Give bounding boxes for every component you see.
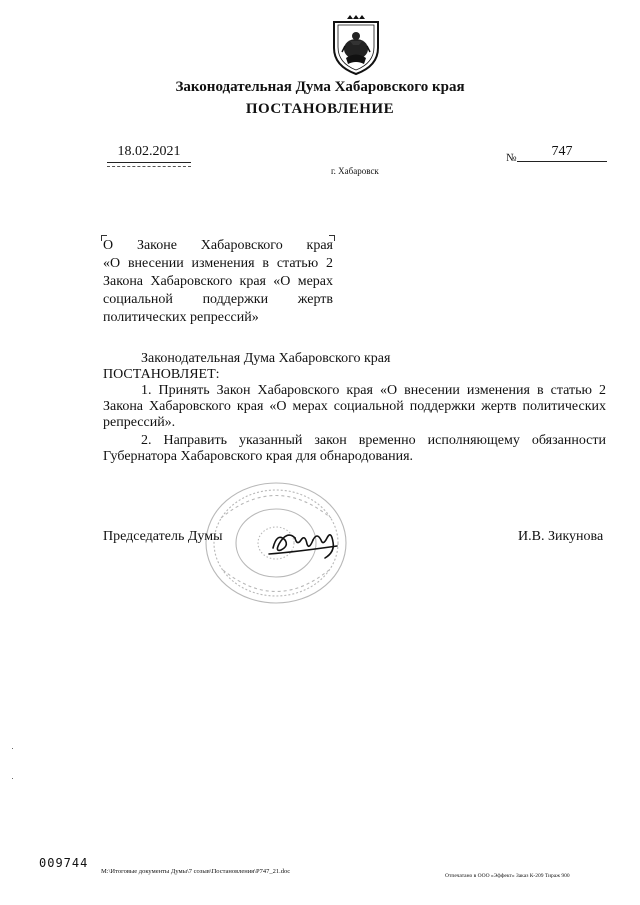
document-number: 747 bbox=[551, 144, 573, 159]
subject-line: политических репрессий» bbox=[103, 310, 259, 325]
subject-line: «О внесении изменения в статью 2 bbox=[103, 256, 333, 271]
document-type: ПОСТАНОВЛЕНИЕ bbox=[245, 101, 395, 117]
decree-item-1: 1. Принять Закон Хабаровского края «О внесении изменения в статью 2 Закона Хабаровского края «О мерах социальной поддержки жертв политических репрессий». bbox=[103, 383, 606, 430]
file-path: М:\Итоговые документы Думы\7 созыв\Постановления\P747_21.doc bbox=[101, 868, 291, 875]
document-index: 009744 bbox=[39, 856, 89, 870]
document-date: 18.02.2021 bbox=[117, 144, 181, 159]
subject-line: социальной поддержки жертв bbox=[103, 292, 333, 307]
number-label: № bbox=[506, 152, 517, 164]
date-underline bbox=[107, 162, 191, 163]
chairman-name: И.В. Зикунова bbox=[518, 529, 604, 544]
preamble: Законодательная Дума Хабаровского края bbox=[141, 351, 391, 366]
subject-line: О Законе Хабаровского края bbox=[103, 238, 333, 253]
subject-line: Закона Хабаровского края «О мерах bbox=[103, 274, 333, 289]
handwritten-signature-icon bbox=[265, 518, 343, 564]
organization-title: Законодательная Дума Хабаровского края bbox=[175, 79, 465, 95]
city-label: г. Хабаровск bbox=[331, 166, 379, 176]
scan-speck bbox=[12, 778, 13, 779]
subject-block bbox=[103, 237, 333, 327]
date-underline-dashed bbox=[107, 166, 191, 167]
chairman-title: Председатель Думы bbox=[103, 529, 223, 544]
scan-speck bbox=[12, 748, 13, 749]
coat-of-arms-icon bbox=[328, 14, 384, 76]
number-underline bbox=[517, 161, 607, 162]
printer-note: Отпечатано в ООО «Эффект» Заказ К-209 Тираж 900 bbox=[445, 873, 570, 879]
decree-word: ПОСТАНОВЛЯЕТ: bbox=[103, 367, 220, 382]
decree-item-2: 2. Направить указанный закон временно исполняющему обязанности Губернатора Хабаровского края для обнародования. bbox=[103, 433, 606, 464]
